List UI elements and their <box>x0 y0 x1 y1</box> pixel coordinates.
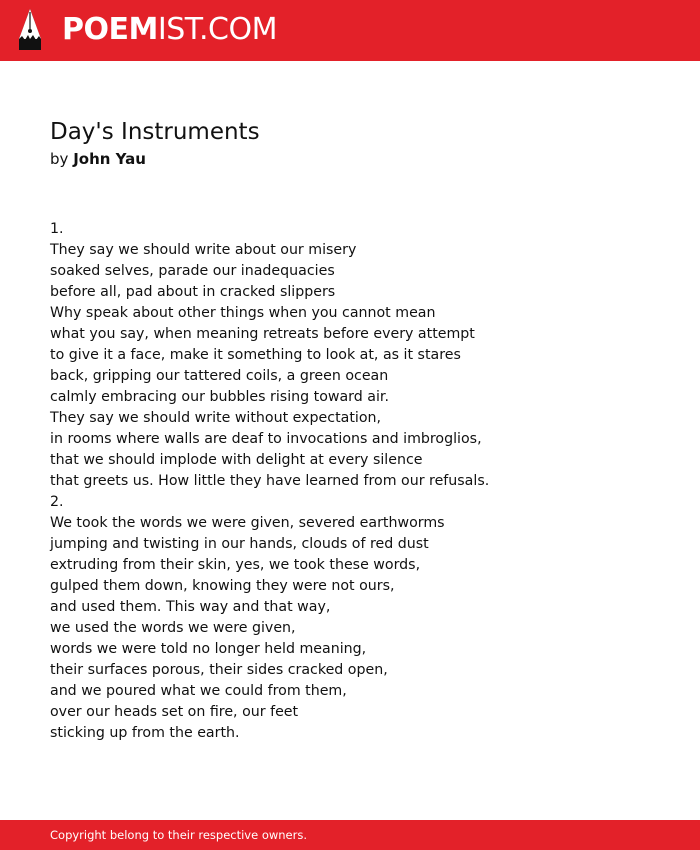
poem-line: what you say, when meaning retreats before every attempt <box>50 326 475 342</box>
copyright-text: Copyright belong to their respective owners. <box>50 828 308 842</box>
poem-line: We took the words we were given, severed earthworms <box>50 515 445 531</box>
by-label: by <box>50 150 69 168</box>
poem-line: their surfaces porous, their sides cracked open, <box>50 662 388 678</box>
poem-line: extruding from their skin, yes, we took these words, <box>50 557 421 573</box>
poem-line: that we should implode with delight at every silence <box>50 452 423 468</box>
poem-line: They say we should write without expectation, <box>50 410 382 426</box>
logo-light-text: IST.COM <box>157 12 277 47</box>
poem-body <box>50 219 680 744</box>
site-logo[interactable] <box>62 13 277 47</box>
poem-line: soaked selves, parade our inadequacies <box>50 263 335 279</box>
logo-bold-text: POEM <box>62 12 158 47</box>
author-name: John Yau <box>73 150 146 168</box>
poem-line: They say we should write about our misery <box>50 242 357 258</box>
site-footer <box>0 820 700 850</box>
poem-line: words we were told no longer held meaning, <box>50 641 367 657</box>
poem-line: 2. <box>50 494 64 510</box>
poem-line: to give it a face, make it something to look at, as it stares <box>50 347 461 363</box>
poem-line: over our heads set on fire, our feet <box>50 704 299 720</box>
poem-line: that greets us. How little they have learned from our refusals. <box>50 473 490 489</box>
poem-line: we used the words we were given, <box>50 620 296 636</box>
poem-line: sticking up from the earth. <box>50 725 240 741</box>
poem-heading <box>50 117 670 169</box>
poem-line: and used them. This way and that way, <box>50 599 331 615</box>
pen-nib-icon[interactable] <box>18 9 42 51</box>
poem-title: Day's Instruments <box>50 119 260 145</box>
byline <box>50 149 670 169</box>
poem-line: and we poured what we could from them, <box>50 683 347 699</box>
poem-line: 1. <box>50 221 64 237</box>
poem-line: calmly embracing our bubbles rising toward air. <box>50 389 389 405</box>
site-header <box>0 0 700 61</box>
poem-line: before all, pad about in cracked slippers <box>50 284 336 300</box>
poem-line: Why speak about other things when you cannot mean <box>50 305 436 321</box>
poem-line: in rooms where walls are deaf to invocations and imbroglios, <box>50 431 482 447</box>
poem-line: back, gripping our tattered coils, a green ocean <box>50 368 389 384</box>
poem-line: gulped them down, knowing they were not ours, <box>50 578 395 594</box>
poem-line: jumping and twisting in our hands, clouds of red dust <box>50 536 429 552</box>
